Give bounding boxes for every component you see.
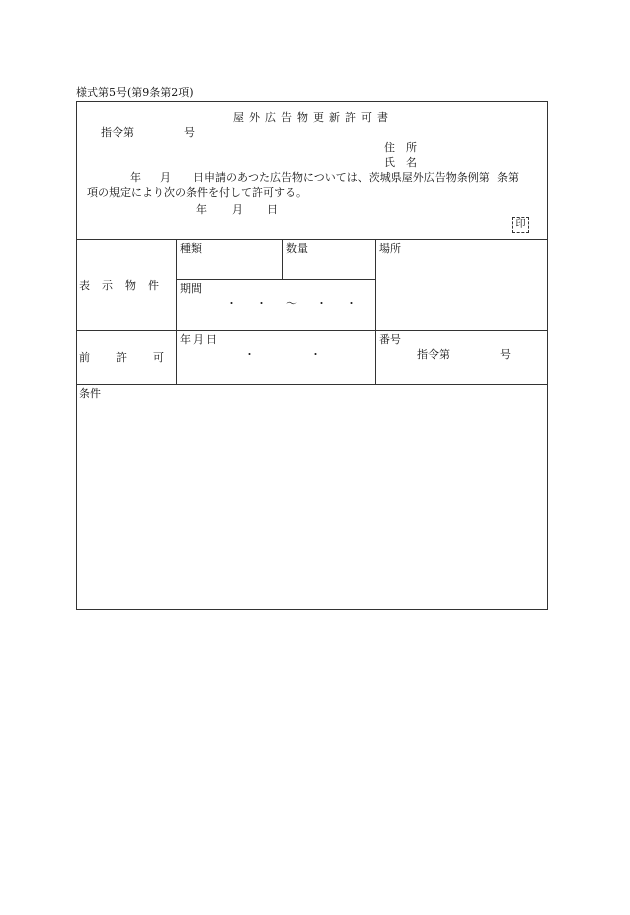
permit-date-value: ・ ・ [244, 348, 321, 361]
display-item-label: 表示物件 [79, 279, 171, 292]
directive-prefix: 指令第 [101, 126, 134, 139]
issue-year: 年 [196, 203, 207, 216]
section-divider-2 [76, 384, 548, 385]
location-label: 場所 [379, 242, 401, 255]
conditions-label: 条件 [79, 387, 101, 400]
previous-permit-label: 前許可 [79, 351, 190, 364]
name-label: 氏 名 [384, 156, 417, 169]
application-year: 年 [130, 171, 141, 184]
directive-suffix: 号 [184, 126, 195, 139]
quantity-label: 数量 [286, 242, 308, 255]
seal-stamp: 印 [512, 217, 529, 233]
header-divider [76, 239, 548, 240]
document-title: 屋外広告物更新許可書 [233, 111, 393, 124]
type-quantity-divider [282, 239, 283, 279]
application-text: 日申請のあつた広告物については、茨城県屋外広告物条例第 [193, 171, 490, 184]
address-label: 住 所 [384, 141, 417, 154]
period-divider [176, 279, 376, 280]
type-label: 種類 [180, 242, 202, 255]
application-text-2: 項の規定により次の条件を付して許可する。 [87, 186, 307, 199]
article-label: 条第 [497, 171, 519, 184]
section-divider-1 [76, 330, 548, 331]
application-month: 月 [160, 171, 171, 184]
location-column-divider [375, 239, 376, 384]
permit-number-suffix: 号 [500, 348, 511, 361]
period-value: ・ ・ ～ ・ ・ [226, 297, 361, 310]
issue-day: 日 [267, 203, 278, 216]
period-label: 期間 [180, 282, 202, 295]
issue-month: 月 [232, 203, 243, 216]
permit-number-prefix: 指令第 [417, 348, 450, 361]
permit-date-label: 年月日 [180, 333, 219, 346]
permit-number-label: 番号 [379, 333, 401, 346]
form-number: 様式第5号(第9条第2項) [76, 86, 194, 99]
